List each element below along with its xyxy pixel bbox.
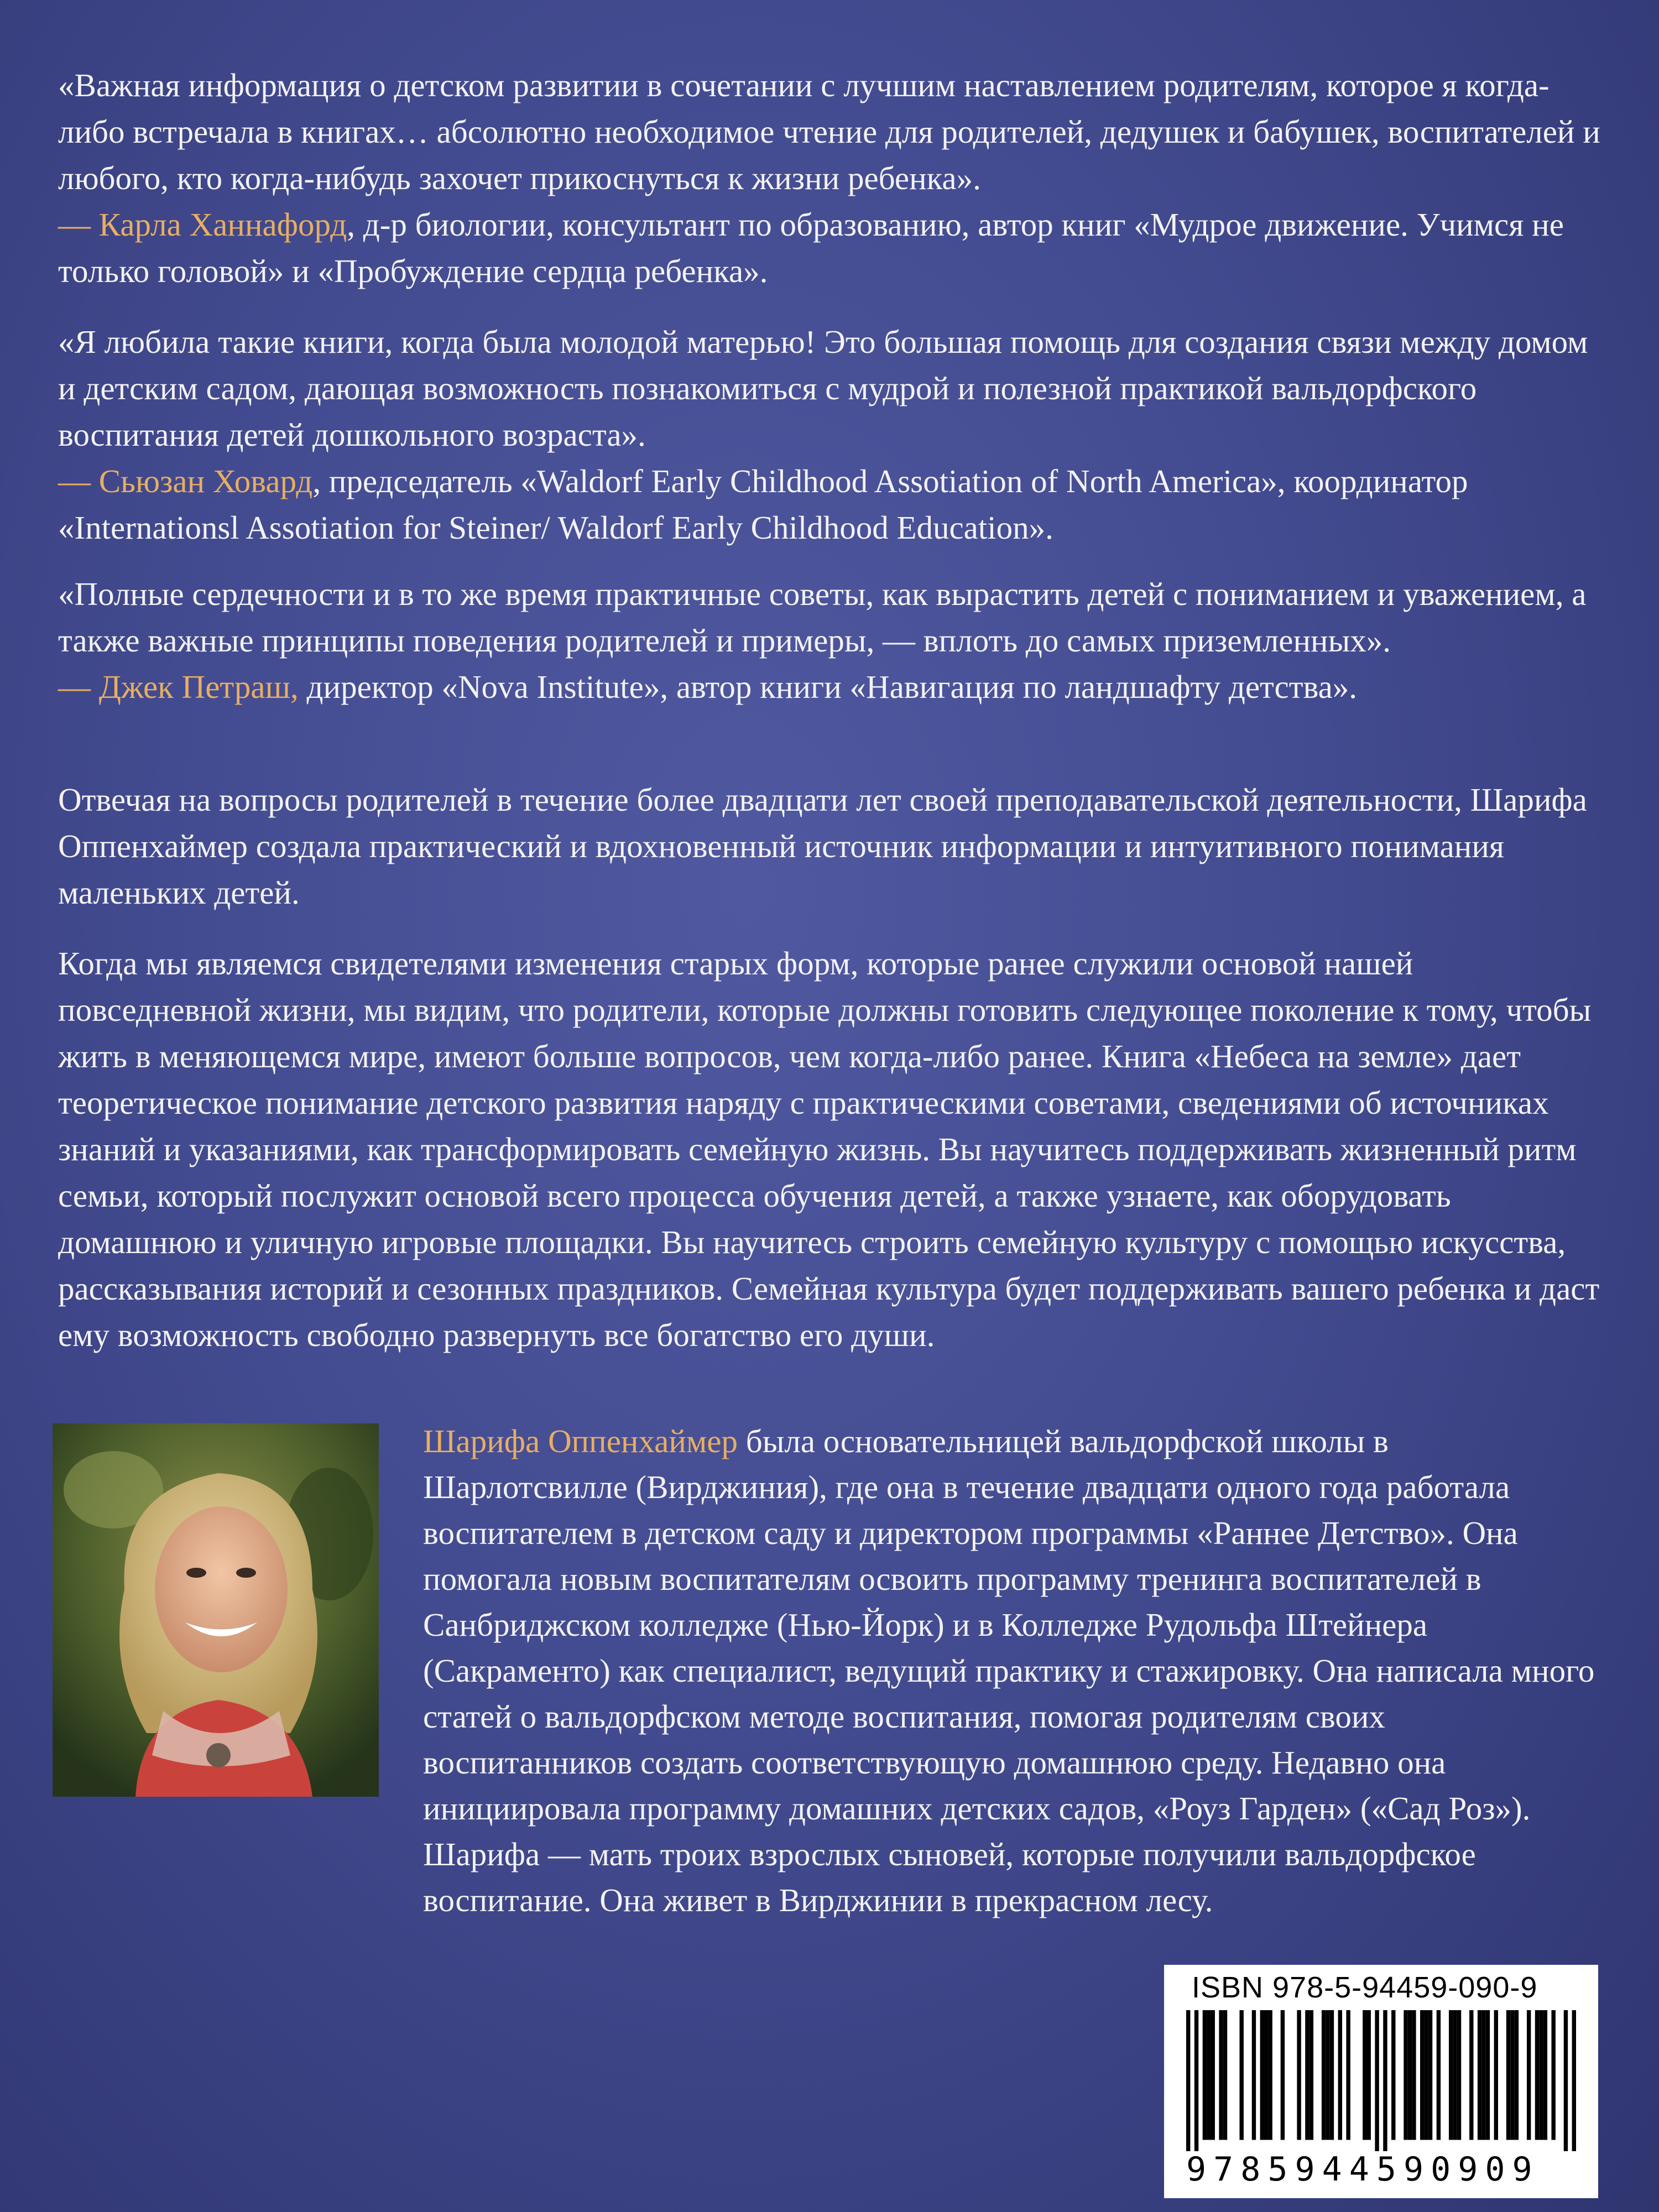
barcode-bar: [1375, 2010, 1379, 2151]
barcode-bar: [1260, 2010, 1264, 2140]
barcode-bar: [1510, 2010, 1514, 2140]
quote-author: — Карла Ханнафорд: [58, 206, 347, 243]
barcode-bar: [1527, 2010, 1531, 2140]
barcode-bars: [1186, 2010, 1576, 2151]
barcode-bar: [1481, 2010, 1485, 2140]
paragraph-text: Отвечая на вопросы родителей в течение более двадцати лет своей преподавательской деятельности, Шарифа Оппенхаймер создала практический и вдохновенный источник информации и интуитивного понимания маленьких детей.: [58, 781, 1587, 911]
quote-author-details: , д-р биологии, консультант по образованию, автор книг «Мудрое движение. Учимся не только головой» и «Пробуждение сердца ребенка».: [58, 206, 1564, 289]
barcode-bar: [1194, 2010, 1198, 2151]
quote-attribution: [58, 458, 1601, 551]
description-paragraph-2: [58, 940, 1601, 1358]
quote-author-details: , председатель «Waldorf Early Childhood Assotiation of North America», координатор «Internationsl Assotiation for Steiner/ Waldorf Early Childhood Education».: [58, 463, 1468, 546]
quote-text: «Полные сердечности и в то же время практичные советы, как вырастить детей с пониманием и уважением, а также важные принципы поведения родителей и примеры, — вплоть до самых приземленных».: [58, 576, 1587, 659]
barcode-bar: [1437, 2010, 1441, 2140]
barcode-bar: [1252, 2010, 1256, 2140]
barcode-bar: [1264, 2010, 1268, 2140]
barcode-bar: [1515, 2010, 1519, 2140]
barcode-bar: [1543, 2010, 1547, 2140]
barcode-bar: [1203, 2010, 1207, 2140]
quote-author: — Джек Петраш,: [58, 669, 299, 705]
barcode-bar: [1420, 2010, 1424, 2140]
barcode-bar: [1486, 2010, 1490, 2140]
barcode-bar: [1219, 2010, 1223, 2140]
barcode-bar: [1268, 2010, 1272, 2140]
barcode-bar: [1564, 2010, 1568, 2151]
author-bio: [423, 1418, 1601, 1923]
barcode-bar: [1326, 2010, 1329, 2140]
barcode-bar: [1207, 2010, 1211, 2140]
barcode-bar: [1506, 2010, 1510, 2140]
review-quote-3: [58, 571, 1601, 710]
barcode-digits: 9785944590909: [1186, 2150, 1540, 2189]
barcode-bar: [1367, 2010, 1371, 2140]
review-quote-1: [58, 62, 1601, 294]
review-quote-2: [58, 319, 1601, 551]
isbn-barcode: [1164, 1965, 1598, 2198]
isbn-label: ISBN 978-5-94459-090-9: [1192, 1971, 1538, 2004]
quote-text: «Важная информация о детском развитии в сочетании с лучшим наставлением родителям, которое я когда-либо встречала в книгах… абсолютно необходимое чтение для родителей, дедушек и бабушек, воспитателей и любого, кто когда-нибудь захочет прикоснуться к жизни ребенка».: [58, 67, 1600, 196]
barcode-bar: [1469, 2010, 1473, 2140]
author-portrait-image: [53, 1423, 379, 1797]
author-photo: [53, 1423, 379, 1797]
paragraph-text: Когда мы являемся свидетелями изменения старых форм, которые ранее служили основой нашей повседневной жизни, мы видим, что родители, которые должны готовить следующее поколение к тому, чтобы жить в меняющемся мире, имеют больше вопросов, чем когда-либо ранее. Книга «Небеса на земле» дает теоретическое понимание детского развития наряду с практическими советами, сведениями об источниках знаний и указаниями, как трансформировать семейную жизнь. Вы научитесь поддерживать жизненный ритм семьи, который послужит основой всего процесса обучения детей, а также узнаете, как оборудовать домашнюю и уличную игровые площадки. Вы научитесь строить семейную культуру с помощью искусства, рассказывания историй и сезонных праздников. Семейная культура будет поддерживать вашего ребенка и даст ему возможность свободно развернуть все богатство его души.: [58, 945, 1600, 1353]
barcode-bar: [1391, 2010, 1395, 2140]
barcode-bar: [1457, 2010, 1461, 2140]
barcode-bar: [1346, 2010, 1350, 2140]
barcode-bar: [1449, 2010, 1453, 2140]
author-name: Шарифа Оппенхаймер: [423, 1423, 738, 1459]
barcode-bar: [1223, 2010, 1227, 2140]
barcode-bar: [1539, 2010, 1543, 2140]
barcode-bar: [1408, 2010, 1412, 2140]
barcode-bar: [1428, 2010, 1432, 2140]
barcode-bar: [1453, 2010, 1457, 2140]
barcode-bar: [1186, 2010, 1190, 2151]
quote-author-details: директор «Nova Institute», автор книги «Навигация по ландшафту детства».: [298, 669, 1358, 705]
barcode-bar: [1383, 2010, 1387, 2151]
barcode-bar: [1363, 2010, 1366, 2140]
quote-text: «Я любила такие книги, когда была молодой матерью! Это большая помощь для создания связи между домом и детским садом, дающая возможность познакомиться с мудрой и полезной практикой вальдорфского воспитания детей дошкольного возраста».: [58, 324, 1588, 453]
author-bio-body: была основательницей вальдорфской школы в Шарлотсвилле (Вирджиния), где она в течение двадцати одного года работала воспитателем в детском саду и директором программы «Раннее Детство». Она помогала новым воспитателям освоить программу тренинга воспитателей в Санбриджском колледже (Нью-Йорк) и в Колледже Рудольфа Штейнера (Сакраменто) как специалист, ведущий практику и стажировку. Она написала много статей о вальдорфском методе воспитания, помогая родителям своих воспитанников создать соответствующую домашнюю среду. Недавно она инициировала программу домашних детских садов, «Роуз Гарден» («Сад Роз»). Шарифа — мать троих взрослых сыновей, которые получили вальдорфское воспитание. Она живет в Вирджинии в прекрасном лесу.: [423, 1423, 1595, 1918]
barcode-bar: [1281, 2010, 1285, 2140]
barcode-bar: [1330, 2010, 1334, 2140]
description-paragraph-1: [58, 776, 1601, 916]
barcode-bar: [1310, 2010, 1313, 2140]
quote-author: — Сьюзан Ховард: [58, 463, 313, 499]
barcode-bar: [1494, 2010, 1498, 2140]
barcode-bar: [1322, 2010, 1326, 2140]
barcode-bar: [1211, 2010, 1215, 2140]
barcode-bar: [1338, 2010, 1342, 2140]
barcode-bar: [1478, 2010, 1481, 2140]
author-bio-text: [423, 1418, 1601, 1923]
barcode-bar: [1551, 2010, 1555, 2140]
quote-attribution: [58, 201, 1601, 294]
barcode-bar: [1404, 2010, 1407, 2140]
barcode-bar: [1572, 2010, 1576, 2151]
barcode-bar: [1239, 2010, 1243, 2140]
barcode-bar: [1535, 2010, 1539, 2140]
barcode-bar: [1297, 2010, 1301, 2140]
quote-attribution: [58, 664, 1601, 710]
barcode-bar: [1305, 2010, 1309, 2140]
barcode-bar: [1412, 2010, 1416, 2140]
barcode-bar: [1424, 2010, 1428, 2140]
